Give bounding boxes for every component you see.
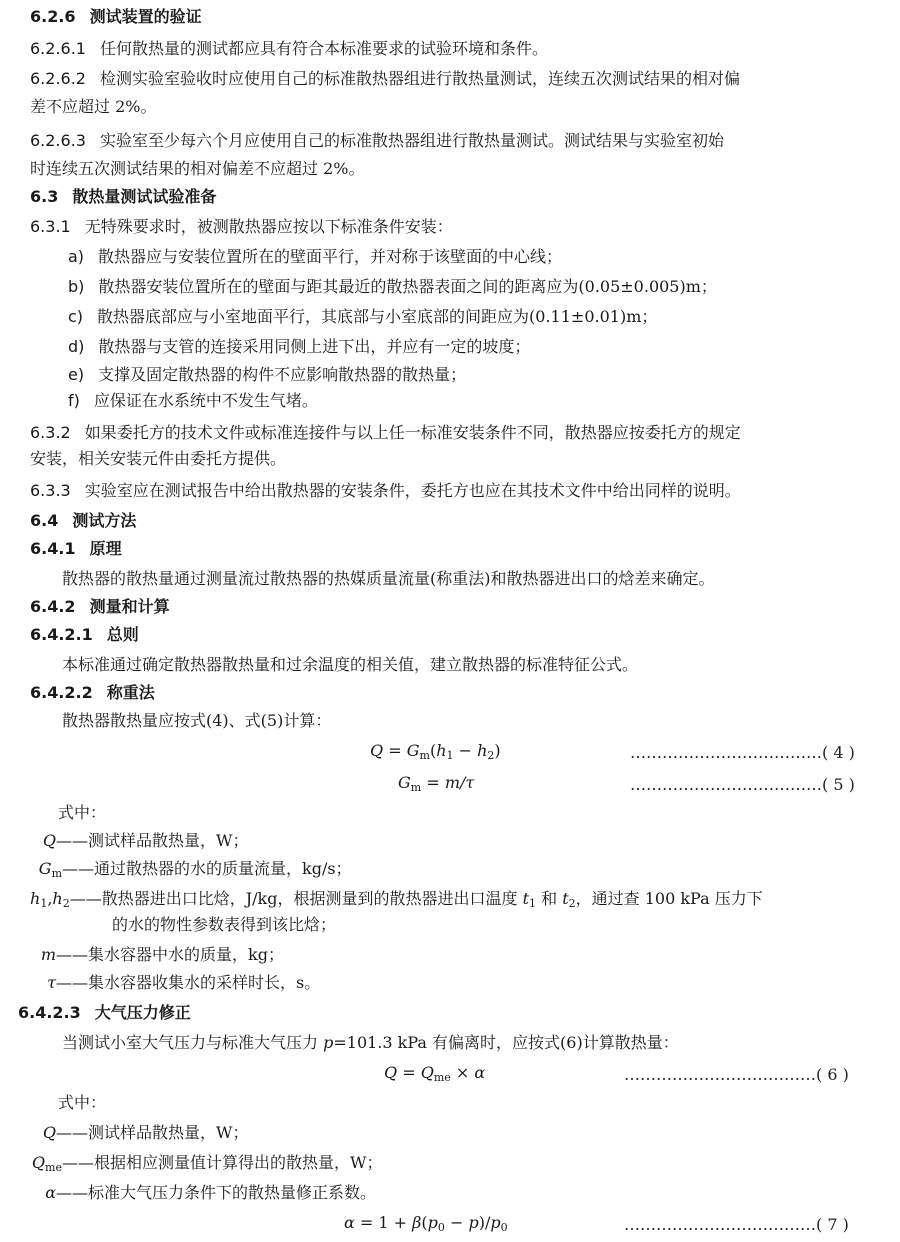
eq-symbol: p (490, 1213, 501, 1232)
def-text: 和 (541, 889, 558, 908)
definition-h (30, 888, 763, 915)
paragraph-pressure-intro (62, 1032, 679, 1054)
equation-number: ( 4 ) (822, 743, 855, 762)
def-text: 的水的物性参数表得到该比焓； (112, 915, 337, 934)
section-title: 称重法 (106, 683, 155, 702)
def-text: ——标准大气压力条件下的散热量修正系数。 (56, 1183, 377, 1202)
eq-symbol: h (436, 741, 447, 760)
clause-6-2-6-2 (30, 68, 740, 90)
list-item-e (68, 364, 466, 386)
section-number: 6.3 (30, 187, 59, 206)
list-marker: f) (68, 391, 80, 410)
def-symbol-letter: h (52, 889, 63, 908)
list-item-a (68, 246, 562, 268)
paragraph-text: 本标准通过确定散热器散热量和过余温度的相关值，建立散热器的标准特征公式。 (62, 655, 639, 674)
paragraph-general (62, 654, 638, 676)
paragraph-text: 散热器散热量应按式(4)、式(5)计算： (62, 711, 332, 730)
clause-6-3-3 (30, 480, 741, 502)
section-title: 测试方法 (72, 511, 137, 530)
def-subscript: me (45, 1161, 62, 1174)
eq-subscript: m (419, 749, 430, 762)
equation-number: ( 7 ) (816, 1215, 849, 1234)
eq-expression: m/τ (444, 773, 475, 792)
def-subscript: m (51, 867, 62, 880)
section-title: 散热量测试试验准备 (72, 187, 217, 206)
clause-number: 6.3.1 (30, 217, 71, 236)
where-label-2 (58, 1092, 106, 1114)
eq-paren: )/ (478, 1213, 491, 1232)
clause-number: 6.3.3 (30, 481, 71, 500)
where-label-1 (58, 802, 106, 824)
section-heading-6-4-2-1 (30, 624, 139, 646)
dot-leader: ……………………………… (624, 1065, 816, 1084)
list-item-c (68, 306, 657, 328)
eq-symbol: α (474, 1063, 486, 1082)
list-text: 支撑及固定散热器的构件不应影响散热器的散热量； (98, 365, 467, 384)
def-text: ——集水容器中水的质量，kg； (56, 945, 284, 964)
def-symbol-letter: t (562, 889, 569, 908)
section-number: 6.4.2 (30, 597, 76, 616)
section-title: 测量和计算 (89, 597, 170, 616)
clause-6-3-1 (30, 216, 453, 238)
list-text: 散热器安装位置所在的壁面与距其最近的散热器表面之间的距离应为(0.05±0.005)m； (98, 277, 717, 296)
section-title: 原理 (89, 539, 122, 558)
def-symbol-letter: Q (31, 1153, 46, 1172)
eq-operator: = (426, 773, 440, 792)
paragraph-principle (62, 568, 715, 590)
def-symbol-letter: m (40, 945, 56, 964)
clause-text: 实验室至少每六个月应使用自己的标准散热器组进行散热量测试。测试结果与实验室初始 (99, 131, 724, 150)
def-symbol (0, 944, 56, 966)
definition-m (0, 944, 284, 966)
definition-tau (0, 972, 320, 994)
def-subscript: 1 (529, 897, 536, 910)
eq-symbol: G (398, 773, 411, 792)
def-symbol-letter: G (38, 859, 52, 878)
eq-subscript: m (410, 781, 422, 794)
def-symbol-letter: Q (42, 831, 56, 850)
eq-symbol: G (406, 741, 420, 760)
eq-subscript: me (433, 1071, 451, 1084)
def-text: ——根据相应测量值计算得出的散热量，W； (62, 1153, 383, 1172)
paragraph-text: 当测试小室大气压力与标准大气压力 (62, 1033, 319, 1052)
def-symbol-letter: τ (47, 973, 56, 992)
definition-Q (0, 830, 248, 852)
def-symbol (0, 1182, 56, 1204)
list-item-f (68, 390, 318, 412)
clause-text: 无特殊要求时，被测散热器应按以下标准条件安装： (84, 217, 453, 236)
clause-number: 6.3.2 (30, 423, 71, 442)
def-symbol (0, 972, 56, 994)
list-item-b (68, 276, 717, 298)
clause-text: 如果委托方的技术文件或标准连接件与以上任一标准安装条件不同，散热器应按委托方的规定 (84, 423, 741, 442)
eq-symbol: Q (420, 1063, 434, 1082)
eq-paren: ( (421, 1213, 428, 1232)
section-number: 6.4.1 (30, 539, 76, 558)
def-symbol-letter: α (45, 1183, 56, 1202)
equation-5 (398, 772, 474, 799)
eq-subscript: 2 (487, 749, 495, 762)
equation-4-number (630, 742, 855, 764)
eq-subscript: 1 (446, 749, 454, 762)
clause-text: 安装，相关安装元件由委托方提供。 (30, 449, 287, 468)
def-text: ——集水容器收集水的采样时长，s。 (56, 973, 321, 992)
eq-operator: = (388, 741, 402, 760)
list-marker: c) (68, 307, 84, 326)
list-marker: a) (68, 247, 85, 266)
def-symbol (0, 830, 56, 852)
equation-number: ( 6 ) (816, 1065, 849, 1084)
clause-6-3-2 (30, 422, 741, 444)
section-number: 6.4.2.1 (30, 625, 93, 644)
eq-operator: = (402, 1063, 416, 1082)
clause-6-3-2-cont (30, 448, 286, 470)
def-text: ——测试样品散热量，W； (56, 831, 249, 850)
def-text: ——测试样品散热量，W； (56, 1123, 249, 1142)
eq-symbol: p (468, 1213, 479, 1232)
clause-number: 6.2.6.2 (30, 69, 86, 88)
section-title: 大气压力修正 (94, 1003, 191, 1022)
eq-symbol: α (344, 1213, 355, 1232)
where-text: 式中： (58, 1093, 107, 1112)
list-item-d (68, 336, 530, 358)
definition-alpha (0, 1182, 376, 1204)
section-number: 6.4.2.2 (30, 683, 93, 702)
def-subscript: 2 (62, 897, 70, 910)
def-symbol (0, 1122, 56, 1144)
definition-h-cont (112, 914, 336, 936)
section-heading-6-4-2-3 (18, 1002, 191, 1024)
section-heading-6-3 (30, 186, 216, 208)
definition-Qme (0, 1152, 382, 1179)
dot-leader: ……………………………… (630, 743, 822, 762)
where-text: 式中： (58, 803, 107, 822)
section-heading-6-2-6 (30, 6, 202, 28)
dot-leader: ……………………………… (624, 1215, 816, 1234)
def-subscript: 1 (40, 897, 48, 910)
list-marker: b) (68, 277, 85, 296)
section-heading-6-4 (30, 510, 136, 532)
definition-Gm (0, 858, 352, 885)
paragraph-weighing-intro (62, 710, 331, 732)
equation-7-number (624, 1214, 849, 1236)
def-symbol (0, 1152, 62, 1179)
def-symbol-letter: Q (42, 1123, 56, 1142)
def-text: ——通过散热器的水的质量流量，kg/s； (62, 859, 352, 878)
def-text: ——散热器进出口比焓，J/kg，根据测量到的散热器进出口温度 (69, 889, 518, 908)
section-title: 总则 (106, 625, 139, 644)
definition-Q-2 (0, 1122, 248, 1144)
section-title: 测试装置的验证 (89, 7, 202, 26)
def-comma: , (47, 889, 53, 908)
list-text: 散热器与支管的连接采用同侧上进下出，并应有一定的坡度； (98, 337, 531, 356)
list-marker: e) (68, 365, 85, 384)
list-text: 应保证在水系统中不发生气堵。 (93, 391, 318, 410)
eq-symbol: Q (384, 1063, 398, 1082)
clause-6-2-6-2-cont (30, 96, 156, 118)
paragraph-text: 散热器的散热量通过测量流过散热器的热媒质量流量(称重法)和散热器进出口的焓差来确定。 (62, 569, 715, 588)
section-number: 6.4 (30, 511, 59, 530)
eq-subscript: 0 (500, 1221, 508, 1234)
equation-number: ( 5 ) (822, 775, 855, 794)
equation-6-number (624, 1064, 849, 1086)
section-heading-6-4-2-2 (30, 682, 155, 704)
section-number: 6.4.2.3 (18, 1003, 81, 1022)
eq-operator: − (458, 741, 472, 760)
paragraph-text: =101.3 kPa 有偏离时，应按式(6)计算散热量： (333, 1033, 679, 1052)
eq-expression: 1 + (378, 1213, 408, 1232)
section-heading-6-4-1 (30, 538, 122, 560)
eq-subscript: 0 (437, 1221, 445, 1234)
eq-symbol: β (412, 1213, 422, 1232)
eq-symbol: p (323, 1033, 334, 1052)
eq-operator: − (450, 1213, 464, 1232)
def-text: ，通过查 100 kPa 压力下 (575, 889, 763, 908)
equation-5-number (630, 774, 855, 796)
def-symbol-letter: t (522, 889, 529, 908)
dot-leader: ……………………………… (630, 775, 822, 794)
list-marker: d) (68, 337, 85, 356)
clause-text: 差不应超过 2%。 (30, 97, 157, 116)
clause-text: 检测实验室验收时应使用自己的标准散热器组进行散热量测试，连续五次测试结果的相对偏 (99, 69, 740, 88)
def-subscript: 2 (568, 897, 576, 910)
clause-text: 时连续五次测试结果的相对偏差不应超过 2%。 (30, 159, 365, 178)
equation-7 (344, 1212, 508, 1239)
list-text: 散热器底部应与小室地面平行，其底部与小室底部的间距应为(0.11±0.01)m； (97, 307, 658, 326)
clause-number: 6.2.6.1 (30, 39, 86, 58)
def-symbol (0, 858, 62, 885)
eq-symbol: p (427, 1213, 438, 1232)
section-heading-6-4-2 (30, 596, 170, 618)
eq-operator: = (359, 1213, 374, 1232)
eq-symbol: h (477, 741, 488, 760)
eq-operator: × (455, 1063, 470, 1082)
equation-6 (384, 1062, 485, 1089)
list-text: 散热器应与安装位置所在的壁面平行，并对称于该壁面的中心线； (98, 247, 563, 266)
clause-6-2-6-3 (30, 130, 724, 152)
clause-6-2-6-1 (30, 38, 548, 60)
eq-paren: ) (494, 741, 501, 760)
clause-text: 实验室应在测试报告中给出散热器的安装条件，委托方也应在其技术文件中给出同样的说明。 (84, 481, 741, 500)
def-symbol-letter: h (30, 889, 41, 908)
eq-paren: ( (429, 741, 437, 760)
clause-number: 6.2.6.3 (30, 131, 86, 150)
equation-4 (370, 740, 501, 767)
clause-6-2-6-3-cont (30, 158, 364, 180)
eq-symbol: Q (370, 741, 384, 760)
section-number: 6.2.6 (30, 7, 76, 26)
clause-text: 任何散热量的测试都应具有符合本标准要求的试验环境和条件。 (99, 39, 548, 58)
